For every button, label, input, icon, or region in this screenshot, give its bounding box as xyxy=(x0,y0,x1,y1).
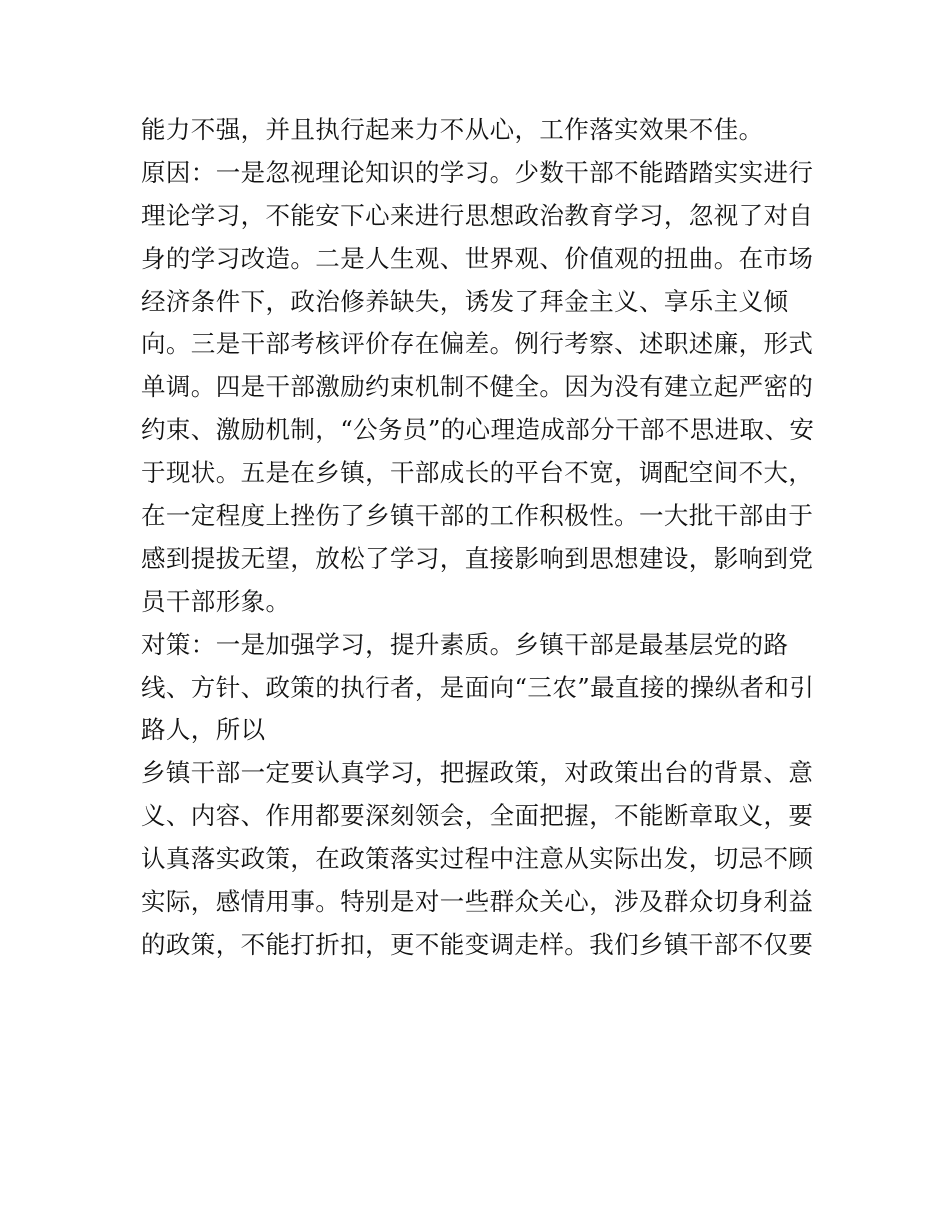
text-line-15: 路人，所以 xyxy=(141,715,266,745)
text-line-12: 员干部形象。 xyxy=(141,586,291,616)
text-line-2: 原因：一是忽视理论知识的学习。少数干部不能踏踏实实进行 xyxy=(141,157,814,187)
text-line-11: 感到提拔无望，放松了学习，直接影响到思想建设，影响到党 xyxy=(141,543,814,573)
text-line-20: 的政策，不能打折扣，更不能变调走样。我们乡镇干部不仅要 xyxy=(141,929,814,959)
text-line-17: 义、内容、作用都要深刻领会，全面把握，不能断章取义，要 xyxy=(141,801,814,831)
text-line-16: 乡镇干部一定要认真学习，把握政策，对政策出台的背景、意 xyxy=(141,758,814,788)
text-line-13: 对策：一是加强学习，提升素质。乡镇干部是最基层党的路 xyxy=(141,629,789,659)
text-line-14: 线、方针、政策的执行者，是面向“三农”最直接的操纵者和引 xyxy=(141,672,815,702)
text-line-8: 约束、激励机制，“公务员”的心理造成部分干部不思进取、安 xyxy=(141,415,815,445)
text-line-1: 能力不强，并且执行起来力不从心，工作落实效果不佳。 xyxy=(141,115,764,144)
text-line-4: 身的学习改造。二是人生观、世界观、价值观的扭曲。在市场 xyxy=(141,243,814,273)
text-line-7: 单调。四是干部激励约束机制不健全。因为没有建立起严密的 xyxy=(141,372,814,402)
text-line-19: 实际，感情用事。特别是对一些群众关心，涉及群众切身利益 xyxy=(141,887,814,917)
text-line-6: 向。三是干部考核评价存在偏差。例行考察、述职述廉，形式 xyxy=(141,329,814,359)
text-line-3: 理论学习，不能安下心来进行思想政治教育学习，忽视了对自 xyxy=(141,200,814,230)
text-line-5: 经济条件下，政治修养缺失，诱发了拜金主义、享乐主义倾 xyxy=(141,286,789,316)
text-line-10: 在一定程度上挫伤了乡镇干部的工作积极性。一大批干部由于 xyxy=(141,501,814,531)
text-line-18: 认真落实政策，在政策落实过程中注意从实际出发，切忌不顾 xyxy=(141,844,814,874)
document-body xyxy=(141,109,821,967)
text-line-9: 于现状。五是在乡镇，干部成长的平台不宽，调配空间不大， xyxy=(141,458,814,488)
